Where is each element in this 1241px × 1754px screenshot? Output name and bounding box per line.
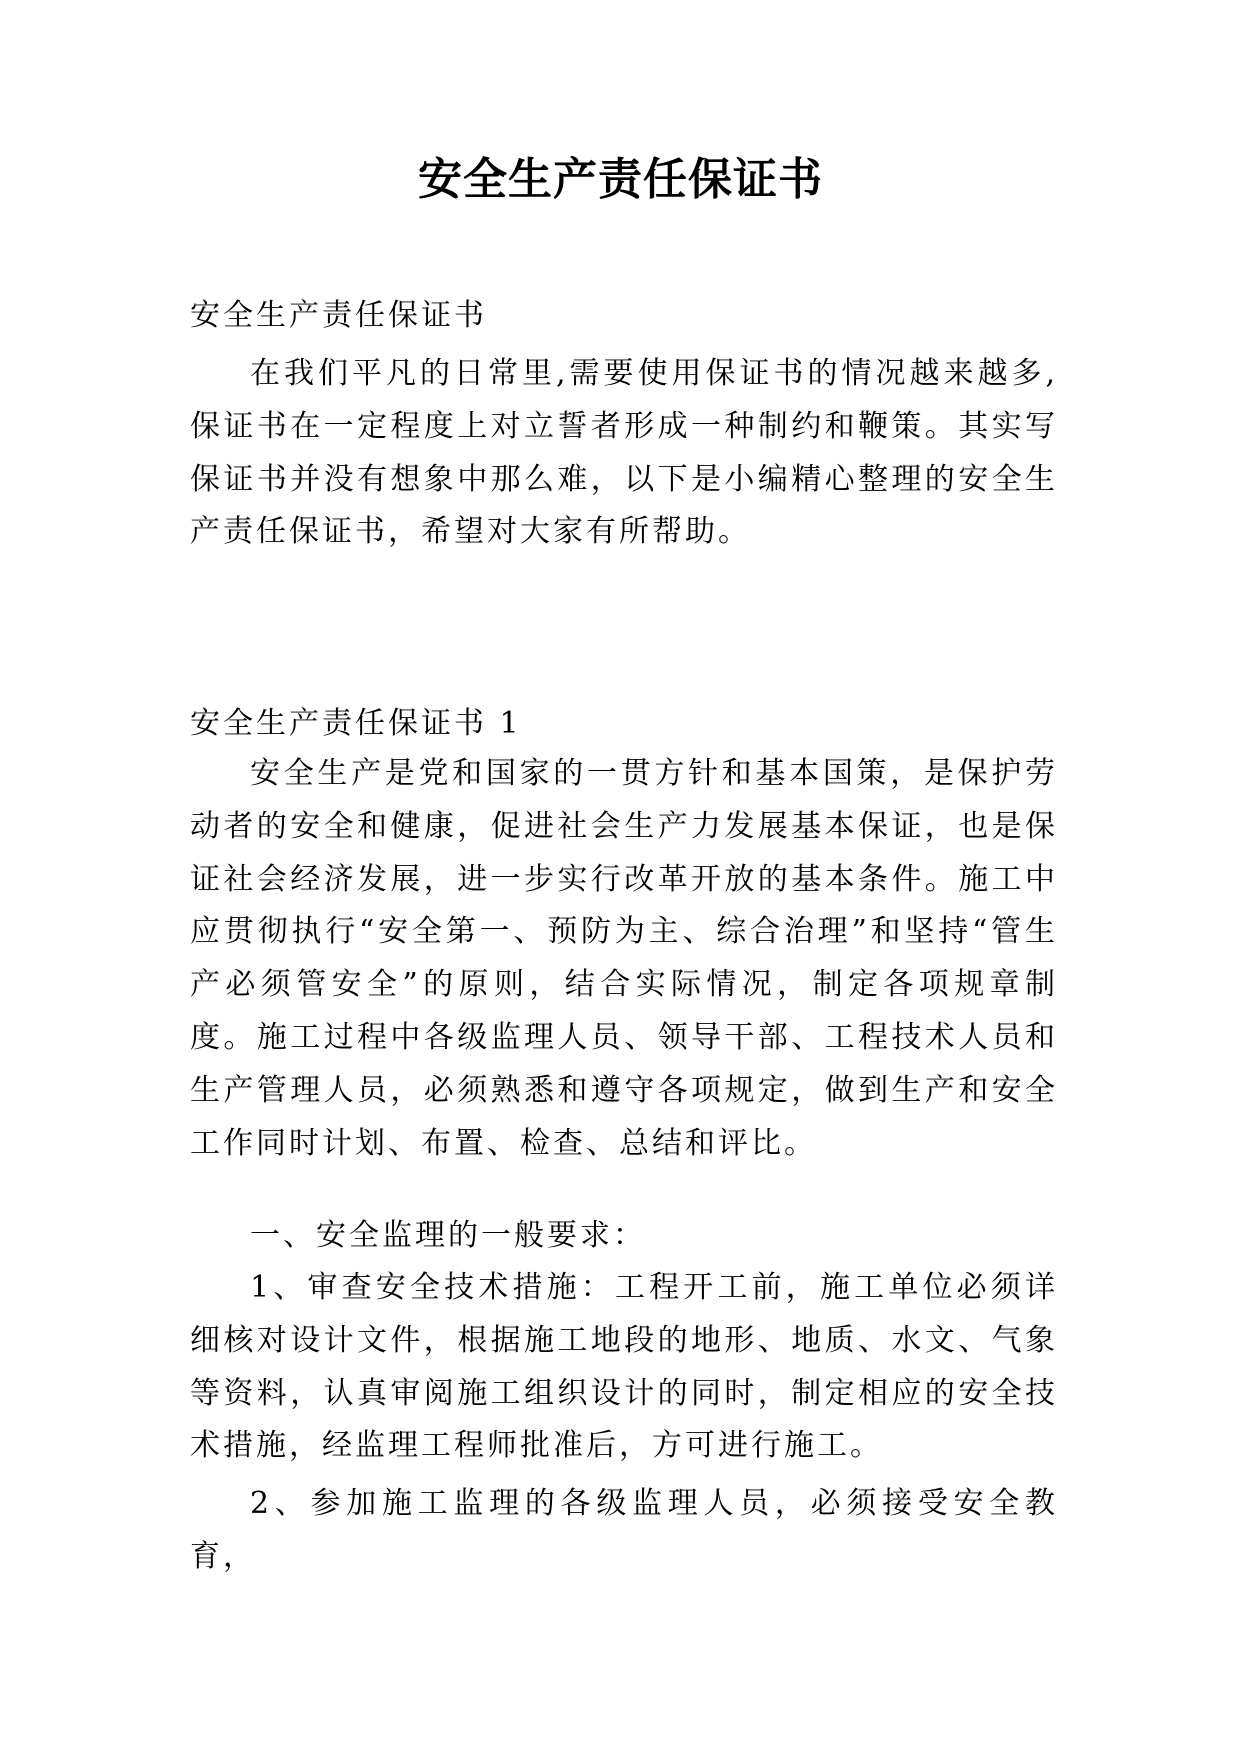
section-1-item-2: 2、参加施工监理的各级监理人员，必须接受安全教育， [190, 1486, 1058, 1574]
section-1-subheading: 一、安全监理的一般要求： [250, 1218, 646, 1253]
intro-paragraph: 在我们平凡的日常里,需要使用保证书的情况越来越多,保证书在一定程度上对立誓者形成一种制约和鞭策。其实写保证书并没有想象中那么难，以下是小编精心整理的安全生产责任保证书，希望对大家有所帮助。 [190, 356, 1058, 550]
intro-heading: 安全生产责任保证书 [190, 298, 487, 333]
document-title: 安全生产责任保证书 [418, 154, 823, 205]
section-1-paragraph: 安全生产是党和国家的一贯方针和基本国策，是保护劳动者的安全和健康，促进社会生产力发展基本保证，也是保证社会经济发展，进一步实行改革开放的基本条件。施工中应贯彻执行“安全第一、预防为主、综合治理”和坚持“管生产必须管安全”的原则，结合实际情况，制定各项规章制度。施工过程中各级监理人员、领导干部、工程技术人员和生产管理人员，必须熟悉和遵守各项规定，做到生产和安全工作同时计划、布置、检查、总结和评比。 [190, 756, 1058, 1161]
section-1-heading: 安全生产责任保证书 1 [190, 706, 522, 741]
section-1-item-1: 1、审查安全技术措施：工程开工前，施工单位必须详细核对设计文件，根据施工地段的地形、地质、水文、气象等资料，认真审阅施工组织设计的同时，制定相应的安全技术措施，经监理工程师批准后，方可进行施工。 [190, 1270, 1058, 1464]
